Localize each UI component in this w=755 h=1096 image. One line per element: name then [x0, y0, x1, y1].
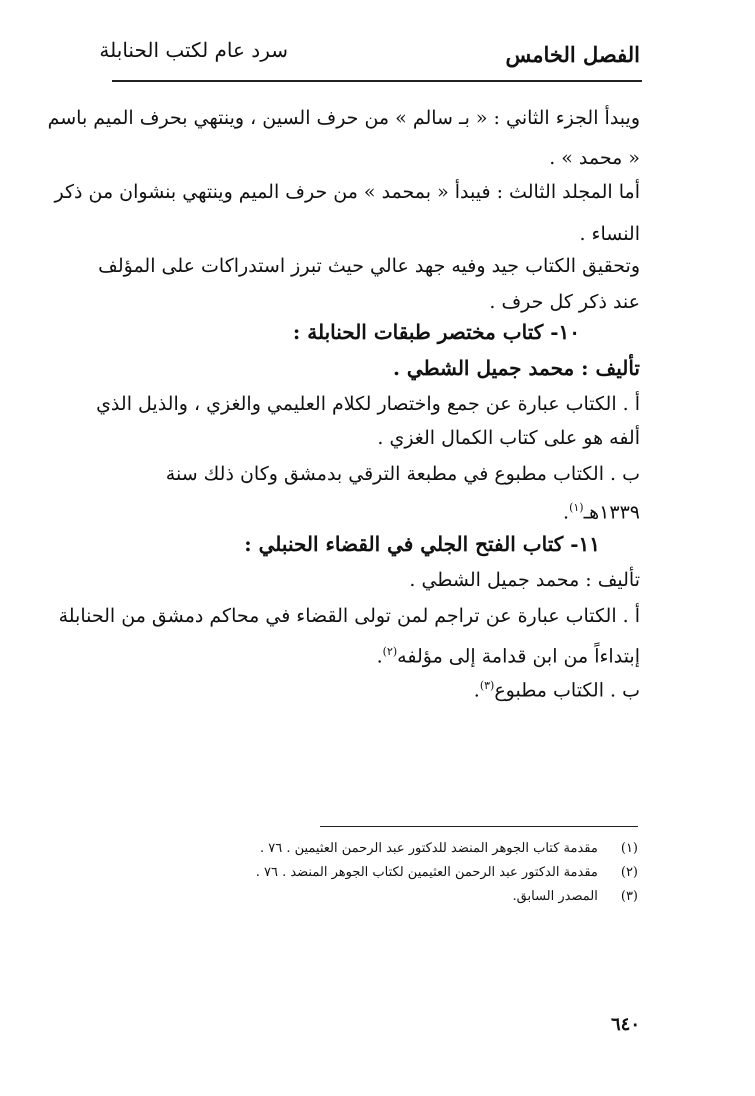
period: .: [473, 679, 480, 702]
footnote-number: (٣): [620, 889, 638, 904]
footnote-divider: [320, 826, 638, 827]
paragraph-line: ويبدأ الجزء الثاني : « بـ سالم » من حرف السين ، وينتهي بحرف الميم باسم: [47, 107, 640, 129]
header-divider: [112, 80, 642, 82]
line-text: ب . الكتاب مطبوع: [494, 679, 640, 702]
footnote-ref: (١): [569, 501, 584, 514]
footnote: [255, 860, 638, 886]
paragraph-line: أ . الكتاب عبارة عن جمع واختصار لكلام العليمي والغزي ، والذيل الذي: [96, 393, 640, 415]
section-author-10: تأليف : محمد جميل الشطي .: [392, 356, 640, 380]
heading-text: ١٠- كتاب مختصر طبقات الحنابلة :: [292, 320, 580, 344]
line-text: إبتداءاً من ابن قدامة إلى مؤلفه: [397, 645, 640, 668]
footnote-text: مقدمة كتاب الجوهر المنضد للدكتور عبد الرحمن العثيمين . ٧٦ .: [259, 841, 598, 856]
paragraph-line: وتحقيق الكتاب جيد وفيه جهد عالي حيث تبرز استدراكات على المؤلف: [98, 255, 640, 277]
period: .: [563, 501, 570, 524]
footnote-text: مقدمة الدكتور عبد الرحمن العثيمين لكتاب الجوهر المنضد . ٧٦ .: [255, 865, 598, 880]
footnote: [280, 884, 638, 910]
page-number: ٦٤٠: [610, 1014, 640, 1035]
paragraph-line: النساء .: [579, 223, 640, 245]
footnote-number: (١): [620, 841, 638, 856]
paragraph-line: عند ذكر كل حرف .: [489, 291, 640, 313]
running-title: سرد عام لكتب الحنابلة: [99, 38, 288, 62]
paragraph-line: ب . الكتاب مطبوع في مطبعة الترقي بدمشق وكان ذلك سنة: [165, 463, 640, 485]
chapter-title: الفصل الخامس: [505, 42, 640, 67]
paragraph-line: ألفه هو على كتاب الكمال الغزي .: [377, 427, 640, 449]
footnote-text: المصدر السابق.: [512, 889, 598, 904]
heading-text: ١١- كتاب الفتح الجلي في القضاء الحنبلي :: [244, 532, 600, 556]
section-author-11: تأليف : محمد جميل الشطي .: [409, 569, 640, 591]
footnote: [259, 836, 638, 862]
paragraph-line: « محمد » .: [549, 147, 640, 169]
paragraph-line: [112, 664, 640, 708]
footnote-ref: (٣): [479, 679, 495, 692]
year-text: ١٣٣٩هـ: [583, 501, 640, 524]
paragraph-line: أ . الكتاب عبارة عن تراجم لمن تولى القضاء في محاكم دمشق من الحنابلة: [58, 605, 640, 627]
paragraph-line: أما المجلد الثالث : فيبدأ « بمحمد » من حرف الميم وينتهي بنشوان من ذكر: [54, 181, 640, 203]
period: .: [376, 645, 383, 668]
footnote-number: (٢): [620, 865, 638, 880]
footnote-ref: (٢): [382, 645, 398, 658]
